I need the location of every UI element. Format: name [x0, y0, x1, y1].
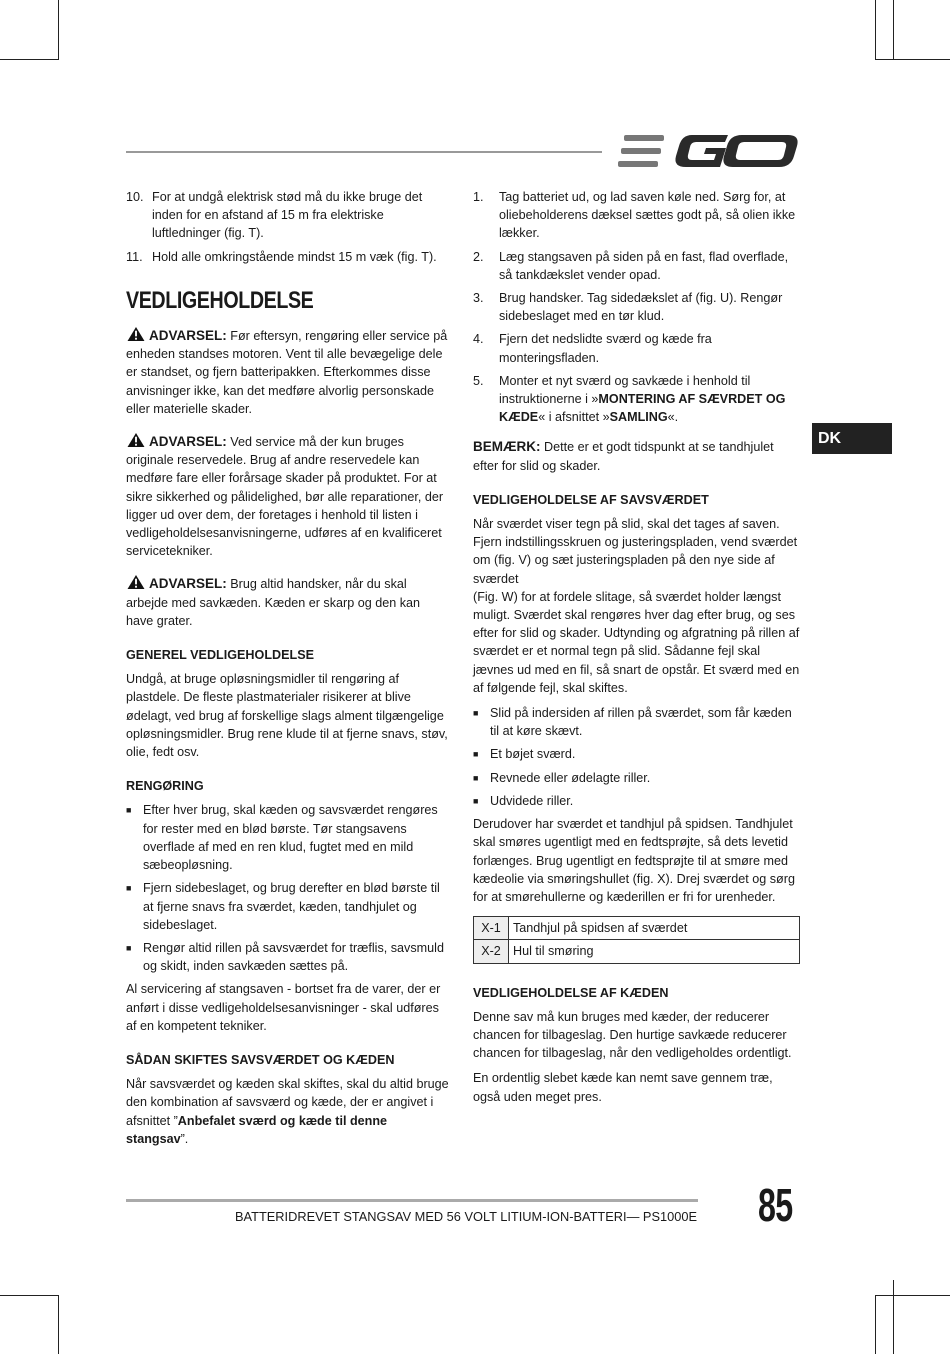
item-number: 2. — [473, 249, 484, 264]
text-run: «. — [667, 410, 679, 425]
crop-mark — [875, 0, 876, 60]
text-bold: Anbefalet sværd og kæde til denne stangsav — [126, 1113, 388, 1146]
table-key: X-2 — [474, 940, 509, 963]
bullet-text: Revnede eller ødelagte riller. — [490, 770, 651, 785]
item-text: Brug handsker. Tag sidedækslet af (fig. U). Rengør sidebeslaget med en tør klud. — [499, 291, 783, 324]
right-column — [473, 188, 801, 1113]
body-text: Al servicering af stangsaven - bortset fra de varer, der er anført i disse vedligeholdelsesanvisninger - skal udføres af en kompetent tekniker. — [126, 982, 441, 1033]
page-number: 85 — [758, 1179, 793, 1231]
warning-icon — [126, 574, 146, 590]
text-bold: MONTERING AF SÆVRDET OG KÆDE — [499, 392, 786, 425]
crop-mark — [0, 59, 58, 60]
table-value: Hul til smøring — [509, 940, 800, 963]
bullet-icon: ■ — [473, 772, 479, 783]
bullet-item — [473, 745, 801, 763]
footer-rule — [126, 1199, 698, 1202]
left-column — [126, 188, 450, 1155]
body-text: (Fig. W) for at fordele slitage, så sværdet holder længst muligt. Sværdet skal rengøres hver dag efter brug, og ses efter for slid og skader. Udtynding og afgratning på rillen af sværdet er et normal tegn på slid. Sådanne fejl skal jævnes ud med en fil, så snart de opstår. Et sværd med en af følgende fejl, skal skiftes. — [473, 589, 800, 695]
footer-text: BATTERIDREVET STANGSAV MED 56 VOLT LITIUM-ION-BATTERI— PS1000E — [235, 1209, 697, 1224]
bullet-item — [126, 879, 450, 934]
crop-mark — [58, 0, 59, 60]
item-text: Tag batteriet ud, og lad saven køle ned. Sørg for, at oliebeholderens dæksel sættes godt på, så olien ikke lækker. — [499, 190, 796, 241]
bullet-item — [126, 801, 450, 874]
body-text: Denne sav må kun bruges med kæder, der reducerer chancen for tilbageslag. Den hurtige savkæde reducerer chancen for tilbageslag, når den vedligeholdes ordentligt. — [473, 1009, 792, 1061]
crop-mark — [875, 59, 950, 60]
bullet-item — [473, 704, 801, 740]
warning-label: ADVARSEL: — [149, 328, 227, 344]
crop-mark — [875, 1295, 876, 1354]
bullet-item — [473, 792, 801, 810]
bullet-text: Udvidede riller. — [490, 793, 574, 808]
item-text: Læg stangsaven på siden på en fast, flad overflade, så tankdækslet vender opad. — [499, 249, 789, 282]
intro-list — [126, 188, 450, 266]
bullet-icon: ■ — [473, 708, 479, 719]
list-item — [473, 372, 801, 427]
item-text: For at undgå elektrisk stød må du ikke bruge det inden for en afstand af 15 m fra elektriske luftledninger (fig. T). — [152, 190, 423, 241]
warning-label: ADVARSEL: — [149, 434, 227, 450]
bullet-icon: ■ — [126, 883, 132, 894]
warning-text: Ved service må der kun bruges originale reservedele. Brug af andre reservedele kan medføre fare eller forårsage skader på produktet. For at sikre sikkerhed og pålidelighed, bør alle reparationer, der ligger ud over dem, der foretages i henhold til listen i vedligeholdelsesanvisningerne, udføres af en kvalificeret servicetekniker. — [126, 435, 444, 559]
subheading: VEDLIGEHOLDELSE AF KÆDEN — [473, 985, 669, 1000]
subheading: VEDLIGEHOLDELSE AF SAVSVÆRDET — [473, 492, 709, 507]
body-text: Når sværdet viser tegn på slid, skal det tages af saven. Fjern indstillingsskruen og justeringspladen, vend sværdet om (fig. V) og sæt justeringspladen på den nye side af sværdet — [473, 517, 798, 586]
item-number: 10. — [126, 190, 144, 204]
section-title: VEDLIGEHOLDELSE — [126, 286, 314, 314]
header-rule — [126, 151, 602, 153]
bullet-text: Fjern sidebeslaget, og brug derefter en blød børste til at fjerne snavs fra sværdet, kæden, tandhjulet og sidebeslaget. — [143, 881, 440, 932]
crop-mark — [893, 1280, 894, 1354]
table-row — [474, 940, 800, 963]
bullet-icon: ■ — [126, 805, 132, 816]
warning-text: Brug altid handsker, når du skal arbejde med savkæden. Kæden er skarp og den kan have grater. — [126, 577, 421, 628]
item-number: 5. — [473, 373, 484, 388]
ego-logo — [618, 132, 800, 170]
crop-mark — [875, 1295, 950, 1296]
item-number: 3. — [473, 291, 484, 306]
table-value: Tandhjul på spidsen af sværdet — [509, 917, 800, 940]
bullet-text: Et bøjet sværd. — [490, 747, 576, 762]
list-item — [473, 248, 801, 284]
bullet-item — [126, 939, 450, 975]
crop-mark — [0, 1295, 58, 1296]
text-run: ”. — [180, 1131, 189, 1146]
bullet-text: Efter hver brug, skal kæden og savsværdet rengøres for rester med en blød børste. Tør stangsavens overflade af med en ren klud, fugtet med en mild sæbeopløsning. — [143, 803, 438, 873]
note-label: BEMÆRK: — [473, 439, 541, 455]
text-bold: SAMLING — [609, 410, 668, 425]
item-text: Hold alle omkringstående mindst 15 m væk (fig. T). — [152, 249, 437, 264]
note-paragraph — [473, 438, 801, 474]
bullet-text: Rengør altid rillen på savsværdet for træflis, savsmuld og skidt, inden savkæden sættes på. — [143, 940, 444, 974]
body-text — [126, 1075, 450, 1148]
bullet-icon: ■ — [126, 942, 132, 953]
text-run: Monter et nyt sværd og savkæde i henhold til instruktionerne i » — [499, 373, 751, 407]
bullet-text: Slid på indersiden af rillen på sværdet, som får kæden til at køre skævt. — [490, 706, 792, 739]
warning-paragraph — [126, 326, 450, 418]
body-text: Derudover har sværdet et tandhjul på spidsen. Tandhjulet skal smøres ugentligt med en fedtsprøjte, så dets levetid forlænges. Brug ugentligt en fedtsprøjte til at smøre med kædeolie via smøringshullet (fig. X). Drej sværdet og sørg for at smørehullerne og kæderillen er fri for urenheder. — [473, 817, 795, 904]
warning-text: Før eftersyn, rengøring eller service på enheden standses motoren. Vent til alle bevægelige dele er standset, og fjern batteripakken. Efterkommes disse anvisninger ikke, kan det medføre alvorlig personskade eller materielle skader. — [126, 329, 448, 416]
crop-mark — [58, 1295, 59, 1354]
item-number: 4. — [473, 332, 484, 347]
text-run: « i afsnittet » — [538, 410, 610, 425]
warning-icon — [126, 326, 146, 342]
note-text: Dette er et godt tidspunkt at se tandhjulet efter for slid og skader. — [473, 440, 774, 473]
crop-mark — [893, 0, 894, 60]
list-item — [473, 330, 801, 366]
table-key: X-1 — [474, 917, 509, 940]
item-number: 1. — [473, 190, 484, 204]
bullet-item — [473, 769, 801, 787]
warning-paragraph — [126, 574, 450, 630]
list-item — [473, 289, 801, 325]
bullet-icon: ■ — [473, 795, 479, 806]
item-text: Fjern det nedslidte sværd og kæde fra monteringsfladen. — [499, 332, 712, 365]
body-text: En ordentlig slebet kæde kan nemt save gennem træ, også uden meget pres. — [473, 1071, 773, 1104]
language-tab: DK — [812, 423, 892, 454]
warning-icon — [126, 432, 146, 448]
item-number: 11. — [126, 249, 143, 264]
bullet-icon: ■ — [473, 749, 479, 760]
item-text — [499, 372, 801, 427]
list-item — [126, 188, 450, 243]
warning-label: ADVARSEL: — [149, 576, 227, 592]
legend-table — [473, 916, 800, 963]
text-run: Når savsværdet og kæden skal skiftes, skal du altid bruge den kombination af savsværd og kæde, der er angivet i afsnittet ” — [126, 1077, 449, 1128]
list-item — [126, 248, 450, 266]
subheading: RENGØRING — [126, 779, 204, 794]
list-item — [473, 188, 801, 243]
warning-paragraph — [126, 432, 450, 560]
table-row — [474, 917, 800, 940]
subheading: GENEREL VEDLIGEHOLDELSE — [126, 648, 315, 663]
subheading: SÅDAN SKIFTES SAVSVÆRDET OG KÆDEN — [126, 1052, 395, 1067]
body-text: Undgå, at bruge opløsningsmidler til rengøring af plastdele. De fleste plastmaterialer risikerer at blive ødelagt, ved brug af forskellige slags alment tilgængelige opløsningsmidler. Brug rene klude til at fjerne snavs, støv, olie, fedt osv. — [126, 672, 448, 760]
